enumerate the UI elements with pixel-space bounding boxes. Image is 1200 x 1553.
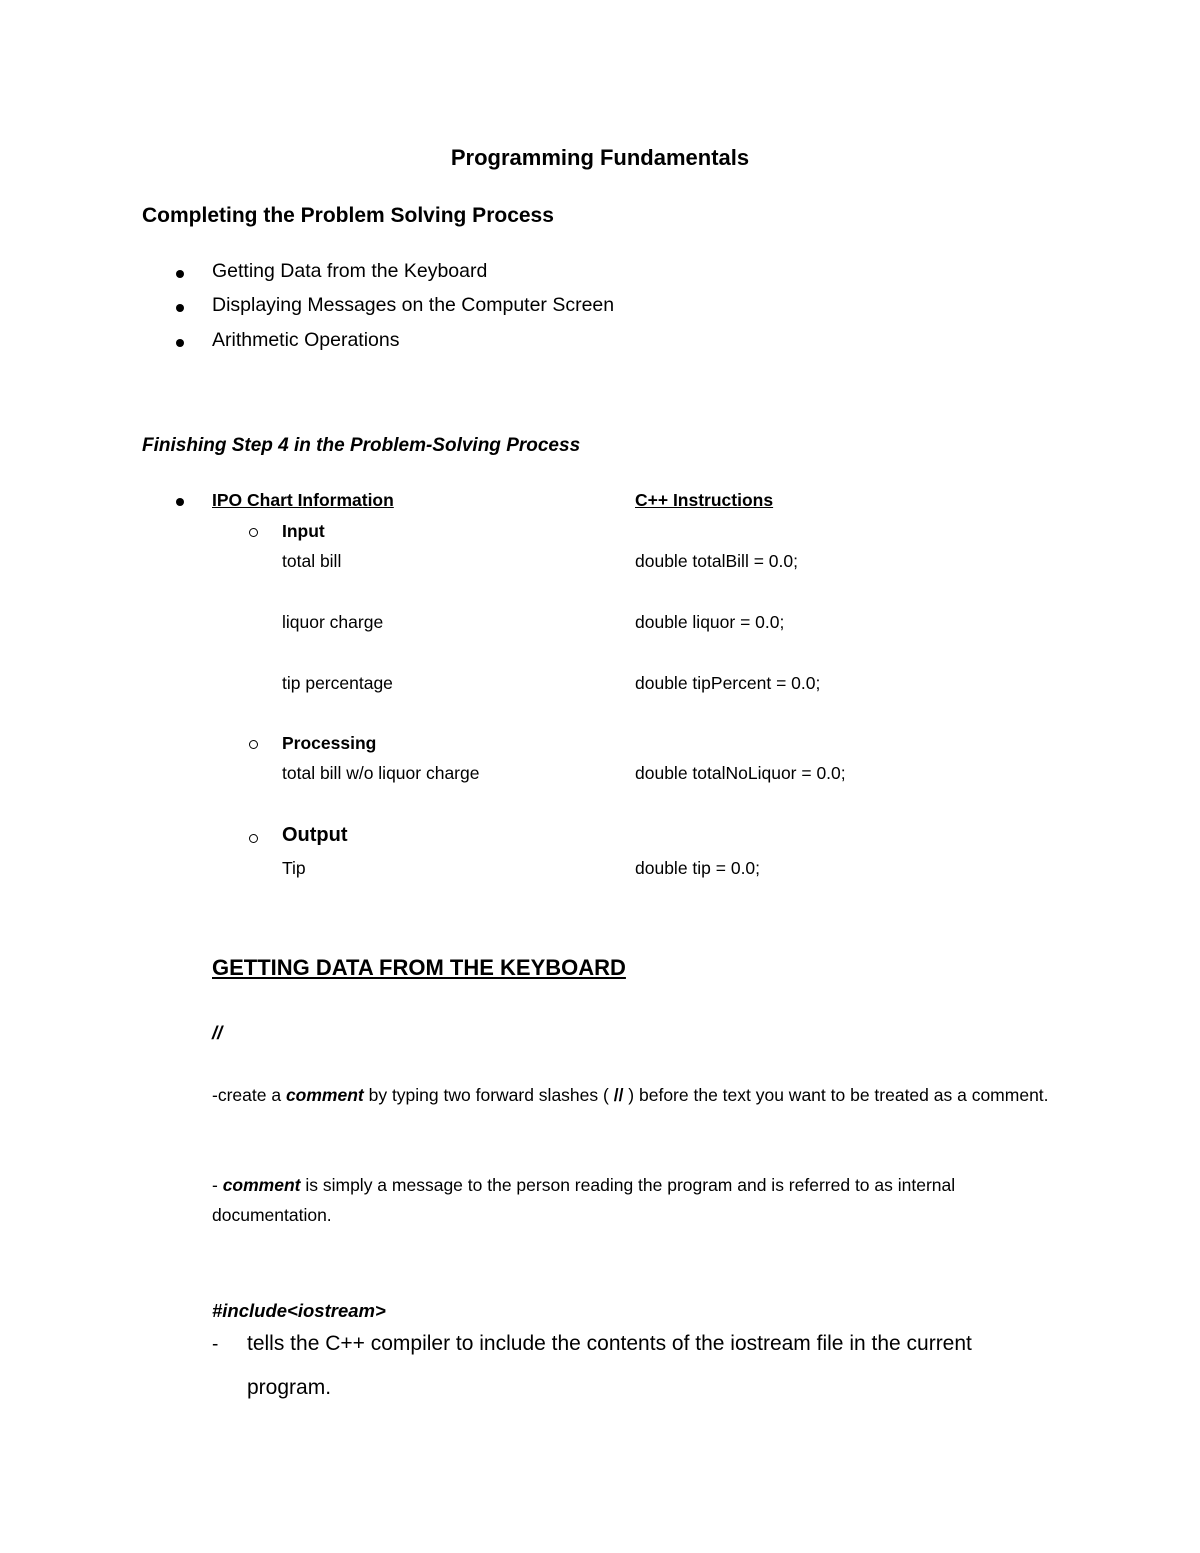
ipo-row-code: double totalNoLiquor = 0.0; — [635, 763, 846, 783]
circle-bullet-icon — [249, 528, 258, 537]
bullet-icon — [176, 339, 184, 347]
text-span: by typing two forward slashes ( — [363, 1085, 614, 1105]
topic-item: Displaying Messages on the Computer Screen — [212, 294, 615, 316]
include-line-2: program. — [247, 1376, 332, 1399]
step-heading: Finishing Step 4 in the Problem-Solving Process — [142, 435, 581, 456]
ipo-row-code: double tip = 0.0; — [635, 858, 761, 878]
circle-bullet-icon — [249, 834, 258, 843]
text-span: is simply a message to the person reading the program and is referred to as internal documentation. — [212, 1175, 956, 1225]
section-heading: Completing the Problem Solving Process — [142, 204, 554, 227]
include-dash: - — [212, 1334, 219, 1355]
ipo-row-label: total bill w/o liquor charge — [282, 763, 480, 783]
keyboard-heading: GETTING DATA FROM THE KEYBOARD — [212, 955, 626, 980]
include-line-1: tells the C++ compiler to include the contents of the iostream file in the current — [247, 1332, 972, 1355]
text-span: - — [212, 1175, 223, 1195]
ipo-row-label: total bill — [282, 551, 342, 571]
processing-label: Processing — [282, 733, 377, 753]
comment-symbol: // — [212, 1022, 223, 1043]
bullet-icon — [176, 304, 184, 312]
ipo-row-label: liquor charge — [282, 612, 384, 632]
ipo-row-code: double liquor = 0.0; — [635, 612, 785, 632]
comment-inline-symbol: // — [613, 1085, 624, 1105]
ipo-row-code: double tipPercent = 0.0; — [635, 673, 821, 693]
bullet-icon — [176, 270, 184, 278]
text-span: -create a — [212, 1085, 286, 1105]
emphasis: comment — [222, 1175, 301, 1195]
emphasis: comment — [285, 1085, 364, 1105]
comment-paragraph-2 — [212, 1170, 1052, 1230]
doc-title: Programming Fundamentals — [450, 145, 750, 170]
circle-bullet-icon — [249, 740, 258, 749]
include-heading: #include<iostream> — [212, 1300, 386, 1321]
text-span: ) before the text you want to be treated as a comment. — [623, 1085, 1049, 1105]
ipo-row-code: double totalBill = 0.0; — [635, 551, 798, 571]
topic-item: Getting Data from the Keyboard — [212, 260, 488, 282]
ipo-row-label: Tip — [282, 858, 306, 878]
topic-item: Arithmetic Operations — [212, 329, 400, 351]
input-label: Input — [282, 521, 325, 541]
ipo-col2-header: C++ Instructions — [635, 490, 774, 510]
ipo-col1-header: IPO Chart Information — [212, 490, 394, 510]
ipo-row-label: tip percentage — [282, 673, 393, 693]
output-label: Output — [282, 824, 348, 846]
bullet-icon — [176, 498, 184, 506]
comment-paragraph-1 — [212, 1080, 1052, 1110]
